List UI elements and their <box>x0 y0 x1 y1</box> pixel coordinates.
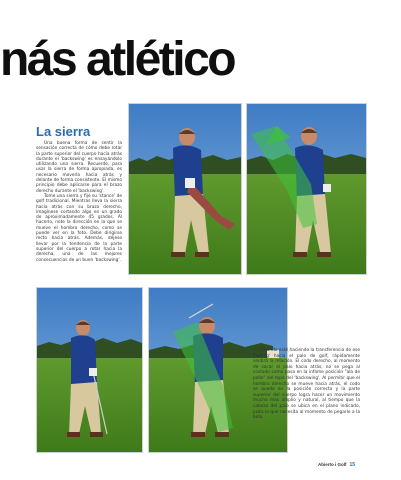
body-paragraph: Tome una sierra y fije su 'stance' de golf tradicional. Mientras lleva la sierra hacia atrás con su brazo derecho, imagínese cortando algo en un grado de aproximadamente 45 grados. Al hacerlo, note la dirección en la que se mueve el hombro derecho, como se puede ver en la foto. Debe dirigirse recto hacia atrás. Además, déjese llevar por la tendencia de la parte superior del cuerpo a rotar hacia la derecha, una de las mejores consecuencias de un buen 'backswing'. <box>36 193 122 263</box>
photo-saw-backswing <box>128 103 242 275</box>
body-text <box>36 141 122 263</box>
body-paragraph: Una buena forma de sentir la sensación correcta de cómo debe rotar la parte superior del cuerpo hacia atrás durante el 'backswing' es ensayándolo utilizando una sierra. Recuerde, para usar la sierra de forma apropiada, es necesario moverla hacia atrás y delante de forma consistente. El mismo principio debe aplicarse para el brazo derecho durante el 'backswing'. <box>36 141 122 194</box>
photo-caption <box>253 348 360 421</box>
publication-name: Abierto i Golf <box>318 462 347 467</box>
caption-paragraph: Cuando esté haciendo la transferencia de ese 'feeling' hacia el palo de golf, rápidamente sentirá la relación. El codo derecho, al momento de sacar el palo hacia atrás, no se pega al costado como pasa en la infame posición "ala de pollo" del tope del 'backswing'. Al permitir que el hombro derecho se mueve hacia atrás, el codo se queda en la posición correcta y la parte superior del cuerpo logra hacer un movimiento mucho más amplio y natural, al tiempo que la cabeza del palo se ubica en el plano indicado, justo lo que necesita al momento de pegarle a la bola. <box>253 348 360 421</box>
photo-shoulder-turn <box>246 103 367 275</box>
section-title: La sierra <box>36 124 91 139</box>
page-footer <box>318 462 355 468</box>
page-number: 15 <box>349 462 356 468</box>
page-headline: nás atlético <box>0 33 235 86</box>
photo-address <box>36 287 143 453</box>
